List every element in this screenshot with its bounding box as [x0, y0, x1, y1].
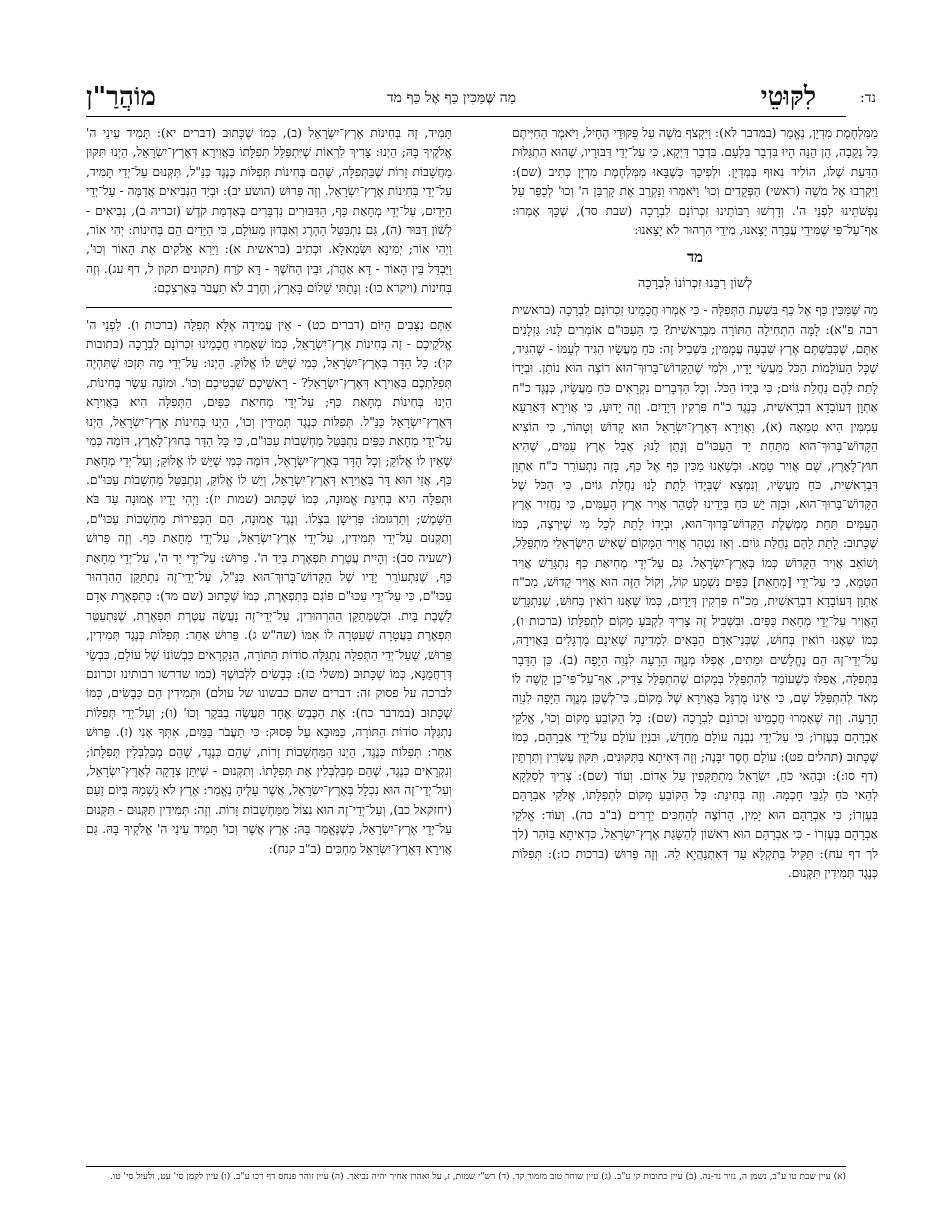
left-column	[86, 124, 452, 1164]
page-number: נד:	[859, 90, 876, 106]
book-title-right: לִקּוּטֵי	[760, 82, 816, 112]
book-title-left: מוֹהֲרַ"ן	[86, 82, 156, 112]
right-paragraph-2: מַה שֶּׁמַּכִּין כַּף אֶל כַּף בִּשְׁעַת הַתְּפִלָּה - כִּי אָמְרוּ חֲכָמֵינוּ זִכְרוֹנָם לִבְרָכָה (בראשית רבה פ"א): לָמָּה הִתְחִילָה הַתּוֹרָה מִבְּרֵאשִׁית? כִּי הָעַכּוּ"ם אוֹמְרִים לָנוּ: גַּזְלָנִים אַתֶּם, שֶׁכְּבַשְׁתֶּם אֶרֶץ שִׁבְעָה עֲמָמִין; בִּשְׁבִיל זֶה: כֹּחַ מַעֲשָׂיו הִגִּיד לְעַמּוֹ - שֶׁהִגִּיד, שֶׁכָּל הָעוֹלָמוֹת הַכֹּל מַעֲשֵׂי יָדָיו, וּלְמִי שֶׁהַקָּדוֹשׁ־בָּרוּךְ־הוּא רוֹצֶה הוּא נוֹתֵן. וּבְיָדוֹ לָתֵת לָהֶם נַחֲלַת גּוֹיִם; כִּי בְּיָדוֹ הַכֹּל. וְכָל הַדְּבָרִים נִקְרָאִים כֹּחַ מַעֲשָׂיו, כְּנֶגֶד כ"ח אַתְוָן דְּעוֹבָדָא דִבְרֵאשִׁית, כְּנֶגֶד כ"ח פִּרְקִין דְּיָדַיִם. וְזֶה יָדוּעַ, כִּי אֲוִירָא דְּאַרְעָא עַמְמִין הִיא טְמֵאָה (א), וַאֲוִירָא דְּאֶרֶץ־יִשְׂרָאֵל הוּא קָדוֹשׁ וְטָהוֹר, כִּי הוֹצִיא הַקָּדוֹשׁ־בָּרוּךְ־הוּא מִתַּחַת יַד הָעַכּוּ"ם וְנָתַן לָנוּ; אֲבָל אֶרֶץ עַמִּים, שֶׁהִיא חוּץ־לָאָרֶץ, שֶׁם אֲוִיר טָמֵא. וּכְשֶׁאָנוּ מַכִּין כַּף אֶל כַּף, בָּזֶה נִתְעוֹרֵר כ"ח אַתְוָן דִּבְרֵאשִׁית, כֹּחַ מַעֲשָׂיו, וְנִמְצָא שֶׁבְּיָדוֹ לָתֵת לָנוּ נַחֲלַת גּוֹיִם, כִּי הַכֹּל שֶׁל הַקָּדוֹשׁ־בָּרוּךְ־הוּא, וּבָזֶה יֵשׁ כֹּחַ בְּיָדֵינוּ לְטַהֵר אֲוִיר אֶרֶץ הָעַמִּים, כִּי נַחֲזִיר אֶרֶץ הָעַמִּים תַּחַת מֶמְשֶׁלֶת הַקָּדוֹשׁ־בָּרוּךְ־הוּא, וּבְיָדוֹ לָתֵת לְכָל מִי שֶׁיִּרְצֶה, כְּמוֹ שֶׁכָּתוּב: לָתֵת לָהֶם נַחֲלַת גּוֹיִם. וְאָז נִטְהַר אֲוִיר הַמָּקוֹם שֶׁאִישׁ הַיִּשְׂרְאֵלִי מִתְפַּלֵּל, וְשׁוֹאֵב אֲוִיר הַקָּדוֹשׁ כְּמוֹ בְּאֶרֶץ־יִשְׂרָאֵל. גַּם עַל־יְדֵי מְחִיאַת כַּף נִתְגָּרֵשׁ אֲוִיר הַטָּמֵא, כִּי עַל־יְדֵי [מְחָאַת] כַּפַּיִם נִשְׁמָע קוֹל, וְקוֹל הַזֶּה הוּא אֲוִיר קָדוֹשׁ, מִכ"ח אַתְוָן דְּעוֹבָדָא דִבְרֵאשִׁית, מִכ"ח פִּרְקִין דְּיָדַיִם, כְּמוֹ שֶׁאָנוּ רוֹאִין בְּחוּשׁ, שֶׁנִּתְגָּרֵשׁ הָאֲוִיר עַל־יְדֵי מְחָאַת כַּפַּיִם. וּבִשְׁבִיל זֶה צָרִיךְ לִקְבֹּעַ מָקוֹם לִתְפִלָּתוֹ (ברכות ו), כְּמוֹ שֶׁאָנוּ רוֹאִין בְּחוּשׁ, שֶׁבְּנֵי־אָדָם הַבָּאִים לִמְדִינָה שֶׁאֵינָם מֻרְגָּלִים בָּאֲוִירָהּ, עַל־יְדֵי־זֶה הֵם נֶחֱלָשִׁים וּמֵתִים, אֲפִלּוּ מְנֻוֶּה הָרָעָה לִנְוֵה הַיָּפָה (ב). כֵּן הַדָּבָר בַּתְּפִלָּה, אֲפִלּוּ כְּשֶׁעוֹמֵד לְהִתְפַּלֵּל בְּמָקוֹם שֶׁהִתְפַּלֵּל צַדִּיק, אַף־עַל־פִּי־כֵן קָשֶׁה לוֹ מְאֹד לְהִתְפַּלֵּל שָׁם, כִּי אֵינוֹ מֻרְגָּל בַּאֲוִירָא שֶׁל מָקוֹם, כִּי־לְשֶׁכֵּן מְנֻוֶּה הַיָּפָה לִנְוֵה הָרָעָה. וְזֶה שֶׁאָמְרוּ חֲכָמֵינוּ זִכְרוֹנָם לִבְרָכָה (שם): כָּל הַקּוֹבֵעַ מָקוֹם וְכוּ', אֱלֹקֵי אַבְרָהָם בְּעֶזְרוֹ; כִּי עַל־יְדֵי נִבְנָה עוֹלָם מֵחָדָשׁ, וּבִנְיַן עוֹלָם עַל־יְדֵי אַבְרָהָם, כְּמוֹ שֶׁכָּתוּב (תהלים פט): עוֹלָם חֶסֶד יִבָּנֶה; וְזֶה דְּאִיתָא בַּתִּקּוּנִים, תִּקּוּן עֶשְׂרִין וְתַרְתֵּין (דף סו:): וּבְהַאי כֹּחַ, יִשְׂרָאֵל מִתְתַּקְּפִין עַל אֻדוֹם. וְעוֹד (שם): צָרִיךְ לְסַלְּקָא לְהַאי כֹּחַ לְגַבֵּי חָכְמָה. וְזֶה בְּחִינַת: כָּל הַקּוֹבֵעַ מָקוֹם לִתְפִלָּתוֹ, אֱלֹקֵי אַבְרָהָם בְּעֶזְרוֹ; כִּי אַבְרָהָם הוּא יָמִין, הָרוֹצֶה לְהַחְכִּים יַדְרִים (ב"ב כה). וְעוֹד: אֱלֹקֵי אַבְרָהָם בְּעֶזְרוֹ - כִּי אַבְרָהָם הוּא רִאשׁוֹן לְהַשָּׂגַת אֶרֶץ־יִשְׂרָאֵל, כִּדְאִיתָא בַּזֹּהַר (לך לך דף עח): תַּקִּיל בְּתִקְלָא עַד דְּאִתְנַהֲיָא לֵהּ. וְזֶה פֵּרוּשׁ (ברכות כו:): תְּפִלּוֹת כְּנֶגֶד תְּמִידִין תִּקְּנוּם.	[512, 303, 878, 881]
right-column	[512, 124, 878, 1164]
footnote-rule	[86, 1166, 846, 1167]
header-rule	[86, 116, 846, 117]
section-title: לְשׁוֹן רַבֵּנוּ זִכְרוֹנוֹ לִבְרָכָה	[637, 275, 753, 291]
left-paragraph-1: תָּמִיד, זֶה בְּחִינוֹת אֶרֶץ־יִשְׂרָאֵל (ב), כְּמוֹ שֶׁכָּתוּב (דברים יא): תָּמִיד עֵינֵי ה' אֱלֹקֶיךָ בָּהּ; הַיְנוּ: צָרִיךְ לִרְאוֹת שֶׁיִּתְפַּלֵּל תְּפִלָּתוֹ בַּאֲוִירָא דְּאֶרֶץ־יִשְׂרָאֵל, הַיְנוּ תִּקּוּן מַחֲשָׁבוֹת זָרוֹת שֶׁבַּתְּפִלָּה, שֶׁהֵם בְּחִינוֹת תְּפִלּוֹת כְּנֶגֶד כַּנַּ"ל, תִּקְּנוּם עַל־יְדֵי תָּמִיד, עַל־יְדֵי בְּחִינוֹת אֶרֶץ־יִשְׂרָאֵל. וְזֶה פֵּרוּשׁ (הושע יב): וּבְיַד הַנְּבִיאִים אֲדַמֶּה - עַל־יְדֵי הַיָּדַיִם, עַל־יְדֵי מְחָאַת כַּף, הַדִּבּוּרִים נִדְבָּרִים בְּאַדְמַת קֹדֶשׁ (זכריה ב), נְבִיאִים - לְשׁוֹן דִּבּוּר (ה), גַּם נִתְבַּטֵּל הַהֶרֶג וְאִבְּדוּן מֵעוֹלָם, כִּי הַיָּדַיִם הֵם בְּחִינוֹת: יְהִי אוֹר, וַיְהִי אוֹר; יְמִינָא וּשְׂמָאלָא. וּכְתִיב (בראשית א): וַיַּרְא אֱלֹקִים אֶת הָאוֹר וְכוּ', וַיַּבְדֵּל בֵּין הָאוֹר - דָּא אַהֲרֹן, וּבֵין הַחֹשֶׁךְ - דָּא קֹרַח (תקונים תקון ל, דף עג). וְזֶה בְּחִינוֹת (ויקרא כו): וְנָתַתִּי שָׁלוֹם בָּאָרֶץ, וְחֶרֶב לֹא תַעֲבֹר בְּאַרְצְכֶם:	[86, 126, 452, 296]
page-header	[86, 82, 876, 116]
right-paragraph-1: מִמִּלְחֶמֶת מִדְיָן, נֶאֱמַר (במדבר לא): וַיִּקְצֹף מֹשֶׁה עַל פְּקוּדֵי הֶחָיִל, וַיֹּאמֶר הַחִיִּיתֶם כָּל נְקֵבָה, הֵן הֵנָּה הָיוּ בִּדְבַר בִּלְעָם. בִּדְבַר דַּיְקָא, כִּי עַל־יְדֵי דִּבּוּרָיו, שֶׁהוּא הִתְגַּלּוּת הַדַּעַת שֶׁלּוֹ, הוֹלִיד נִאוּף בְּמִדְיָן. וּלְפִיכָךְ כְּשֶׁבָּאוּ מִמִּלְחֶמֶת מִדְיָן כְּתִיב (שם): וַיִּקְרְבוּ אֶל מֹשֶׁה (ראשי) הַפְּקֻדִים וְכוּ' וַיֹּאמְרוּ וַנַּקְרֵב אֶת קָרְבַּן ה' וְכוּ' לְכַפֵּר עַל נַפְשֹׁתֵינוּ לִפְנֵי ה'. וְדָרְשׁוּ רַבּוֹתֵינוּ זִכְרוֹנָם לִבְרָכָה (שבת סד), שֶׁכָּךְ אָמְרוּ: אַף־עַל־פִּי שֶׁמִּידֵי עֲבֵרָה יָצָאנוּ, מִידֵי הִרְהוּר לֹא יָצָאנוּ:	[512, 126, 878, 238]
paragraph-divider	[86, 307, 452, 308]
footnotes: (א) עיין שבת טו ע"ב, נשמן ה, נזיר נד-נה. (ב) עיין כתובות קי ע"ב. (ג) עיין שוחר טוב מזמור קד. (ד) רש"י שמות, ז, על ואהרן אחיך יהיה נביאך. (ה) עיין זוהר פנחס דף רכו ע"ב. (ו) עיין לקמן סי' עט, ולעיל סי' טו.	[110, 1172, 846, 1182]
section-number: מד	[686, 248, 704, 267]
running-topic: מַה שֶּׁמַּכִּין כַּף אֶל כַּף מד	[386, 90, 516, 106]
left-paragraph-2: אַתֶּם נִצָּבִים הַיּוֹם (דברים כט) - אֵין עֲמִידָה אֶלָּא תְּפִלָּה (ברכות ו). לִפְנֵי ה' אֱלֹקֵיכֶם - זֶה בְּחִינוֹת אֶרֶץ־יִשְׂרָאֵל, כְּמוֹ שֶׁאָמְרוּ חֲכָמֵינוּ זִכְרוֹנָם לִבְרָכָה (כתובות קי): כָּל הַדָּר בְּאֶרֶץ־יִשְׂרָאֵל, כְּמִי שֶׁיֵּשׁ לוֹ אֱלוֹקַּ. הַיְנוּ: עַל־יְדֵי מַה תִּזְכּוּ שֶׁתִּהְיֶה תְּפִלַּתְכֶם בַּאֲוִירָא דְּאֶרֶץ־יִשְׂרָאֵל? - רָאשֵׁיכֶם שִׁבְטֵיכֶם וְכוּ'. וּמוֹנֶה עָשָׂר בְּחִינוֹת, הַיְנוּ בְּחִינוֹת מְחָאַת כַּף; עַל־יְדֵי מְחִיאַת כַּפַּיִם, הַתְּפִלָּה הִיא בַּאֲוִירָא דְּאֶרֶץ־יִשְׂרָאֵל כַּנַּ"ל. תְּפִלּוֹת כְּנֶגֶד תְּמִידִין וְכוּ', הַיְנוּ בְּחִינוֹת אֶרֶץ־יִשְׂרָאֵל, הַיְנוּ עַל־יְדֵי מְחָאַת כַּפַּיִם נִתְבַּטֵּל מַחְשְׁבוֹת עַכּוּ"ם, כִּי כָּל הַדָּר בְּחוּץ־לָאָרֶץ, דּוֹמֶה כְּמִי שֶׁאֵין לוֹ אֱלוֹקַּ; וְכָל הַדָּר בְּאֶרֶץ־יִשְׂרָאֵל, דּוֹמֶה כְּמִי שֶׁיֵּשׁ לוֹ אֱלוֹקַּ; וְעַל־יְדֵי מְחָאַת כַּף, אֲזַי הוּא דָּר בַּאֲוִירָא דְּאֶרֶץ־יִשְׂרָאֵל, וְיֵשׁ לוֹ אֱלוֹקַּ, וְנִתְבַּטֵּל מַחְשָׁבוֹת עַכּוּ"ם. וּתְפִלָּה הִיא בְּחִינַת אֱמוּנָה, כְּמוֹ שֶׁכָּתוּב (שמות יז): וַיְהִי יָדָיו אֱמוּנָה עַד בֹּא הַשָּׁמֶשׁ; וְתַרְגּוּמוֹ: פְּרִישָׁן בִּצְלוֹ. וְנֶגֶד אֱמוּנָה, הֵם הַכְּפִירוֹת מַחְשְׁבוֹת עַכּוּ"ם, וְתִקְּנוּם עַל־יְדֵי תְּמִידִין, עַל־יְדֵי אֶרֶץ־יִשְׂרָאֵל, עַל־יְדֵי מְחָאַת כַּף. וְזֶה פֵּרוּשׁ (ישעיה סב): וְהָיִית עֲטֶרֶת תִּפְאֶרֶת בְּיַד ה'. פֵּרוּשׁ: עַל־יְדֵי יַד ה', עַל־יְדֵי מְחָאַת כַּף, שֶׁנִּתְעוֹרֵר יָדָיו שֶׁל הַקָּדוֹשׁ־בָּרוּךְ־הוּא כַּנַּ"ל, עַל־יְדֵי־זֶה נִתְתַּקֵּן הַהִרְהוּר עַכּוּ"ם, כִּי עַל־יְדֵי עַכּוּ"ם פּוֹגְם בְּתִפְאֶרֶת, כְּמוֹ שֶׁכָּתוּב (שם מד): כְּתִפְאֶרֶת אָדָם לָשֶׁבֶת בָּיִת. וּכְשֶׁמְּתַקֵּן הַהִרְהוּרִין, עַל־יְדֵי־זֶה נַעֲשֶׂה עֲטֶרֶת תִּפְאֶרֶת, שֶׁנִּתְעַטֵּר תִּפְאֶרֶת בַּעֲטָרָה שֶׁעִטְּרָה לוֹ אִמּוֹ (שה"ש ג). פֵּרוּשׁ אַחֵר: תְּפִלּוֹת כְּנֶגֶד תְּמִידִין, פֵּרוּשׁ, שֶׁעַל־יְדֵי הַתְּפִלָּה נִתְגַּלֶּה סוֹדוֹת הַתּוֹרָה, הַנִּקְרָאִים כִּבְשׁוֹנוֹ שֶׁל עוֹלָם, כִּבְשֵׂי דְּרַחֲמָנָא, כְּמוֹ שֶׁכָּתוּב (משלי כז): כְּבָשִׂים לִלְבוּשֶׁךָ (כמו שדרשו רבותינו זכרונם לברכה על פסוק זה: דברים שהם כבשונו של עולם) וּתְמִידִין הֵם כְּבָשִׂים, כְּמוֹ שֶׁכָּתוּב (במדבר כח): אֶת הַכֶּבֶשׂ אֶחָד תַּעֲשֶׂה בַבֹּקֶר וְכוּ' (ו); וְעַל־יְדֵי תְּפִלּוֹת נִתְגַּלֶּה סוֹדוֹת הַתּוֹרָה, כַּמּוּבָא עַל פָּסוּק: כִּי תַעֲבֹר בַּמַּיִם, אִתְּךָ אָנִי (ז). פֵּרוּשׁ אַחֵר: תְּפִלּוֹת כְּנֶגֶד, הַיְנוּ הַמַּחְשָׁבוֹת זָרוֹת, שֶׁהֵם כְּנֶגֶד, שֶׁהֵם מְבַלְבְּלִין תְּפִלָּתוֹ; וְנִקְרָאִים כְּנֶגֶד, שֶׁהֵם מְבַלְבְּלִין אֶת תְּפִלָּתוֹ. וְתִקְּנוּם - שֶׁיִּתֵּן צְדָקָה לְאֶרֶץ־יִשְׂרָאֵל, וְעַל־יְדֵי־זֶה הוּא נִכְלָל בְּאֶרֶץ־יִשְׂרָאֵל, אֲשֶׁר עָלֶיהָ נֶאֱמַר: אֶרֶץ לֹא גֻשְׁמָהּ בְּיוֹם זַעַם (יחזקאל כב), וְעַל־יְדֵי־זֶה הוּא נִצּוֹל מִמַּחְשָׁבוֹת זָרוֹת. וְזֶה: תְּמִידִין תִּקְּנוּם - תִּקְּנוּם עַל־יְדֵי אֶרֶץ־יִשְׂרָאֵל, כְּשֶׁנֶּאֱמַר בָּהּ: אֶרֶץ אֲשֶׁר וְכוּ' תָּמִיד עֵינֵי ה' אֱלֹקֶיךָ בָּהּ. גַּם אֲוִירָא דְּאֶרֶץ־יִשְׂרָאֵל מַחְכִּים (ב"ב קנח):	[86, 317, 452, 856]
